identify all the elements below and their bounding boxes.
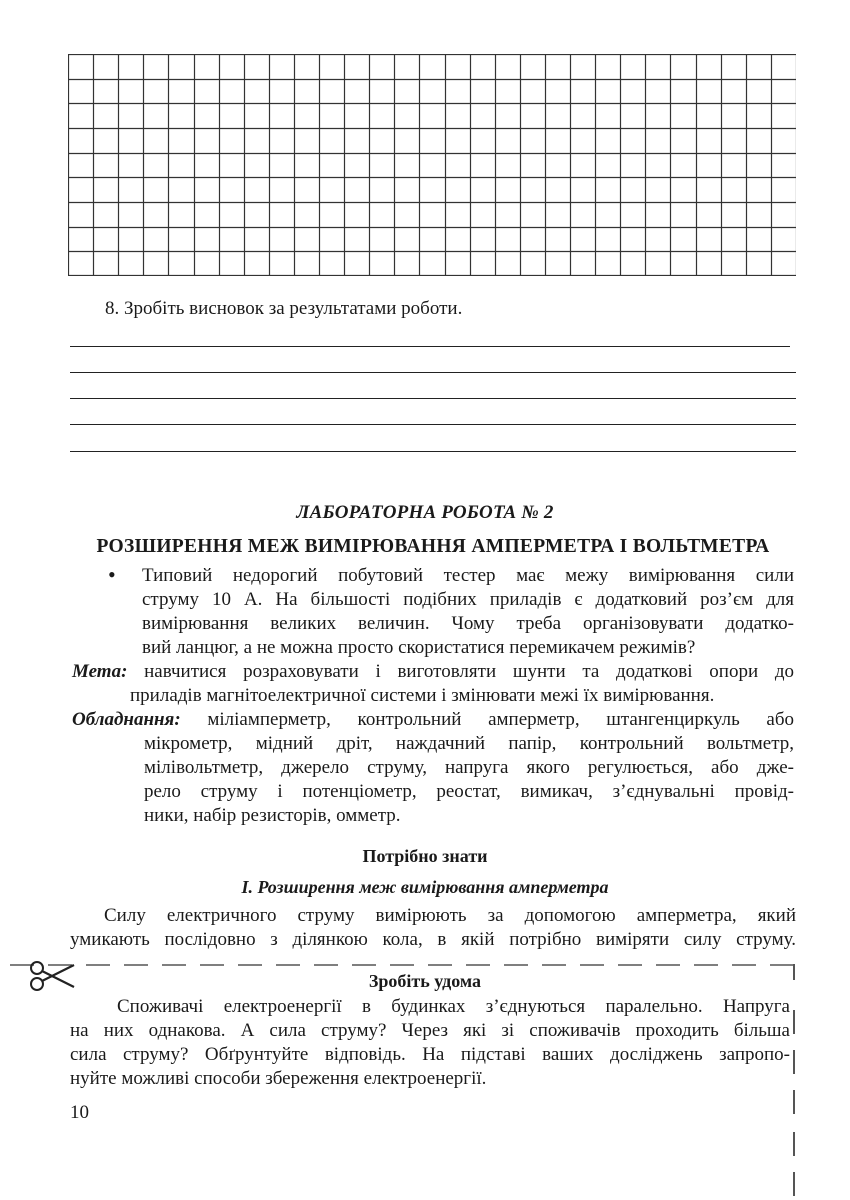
text-line: Споживачі електроенергії в будинках з’єднуються паралельно. Напруга bbox=[117, 996, 790, 1017]
cut-line-right bbox=[793, 1172, 795, 1196]
bullet-paragraph bbox=[142, 564, 794, 660]
text-line: вимірювання великих величин. Чому треба організовувати додатко- bbox=[142, 613, 794, 634]
text-line: сила струму? Обґрунтуйте відповідь. На підставі ваших досліджень запропо- bbox=[70, 1044, 790, 1065]
homework-heading: Зробіть удома bbox=[368, 971, 482, 991]
cut-line-right bbox=[793, 1090, 795, 1114]
text-line: навчитися розраховувати і виготовляти шунти та додаткові опори до bbox=[144, 661, 794, 682]
answer-line[interactable] bbox=[70, 372, 796, 373]
lab-title: ЛАБОРАТОРНА РОБОТА № 2 bbox=[296, 502, 554, 523]
answer-line[interactable] bbox=[70, 398, 796, 399]
text-line: нуйте можливі способи збереження електроенергії. bbox=[70, 1068, 487, 1089]
lab-subtitle: РОЗШИРЕННЯ МЕЖ ВИМІРЮВАННЯ АМПЕРМЕТРА І ВОЛЬТМЕТРА bbox=[96, 536, 770, 557]
text-line: умикають послідовно з ділянкою кола, в якій потрібно виміряти силу струму. bbox=[70, 929, 796, 950]
bullet-marker: • bbox=[108, 562, 116, 587]
answer-line[interactable] bbox=[70, 346, 790, 347]
cut-line bbox=[10, 964, 796, 966]
text-line: на них однакова. А сила струму? Через які зі споживачів проходить більша bbox=[70, 1020, 790, 1041]
equipment-paragraph bbox=[72, 708, 794, 828]
graph-paper-grid bbox=[68, 54, 796, 276]
homework-paragraph bbox=[70, 995, 790, 1091]
task-8-instruction: 8. Зробіть висновок за результатами роботи. bbox=[105, 298, 463, 319]
goal-paragraph bbox=[72, 660, 794, 708]
cut-line-right bbox=[793, 1050, 795, 1074]
section-heading: I. Розширення меж вимірювання амперметра bbox=[241, 877, 609, 897]
answer-line[interactable] bbox=[70, 451, 796, 452]
page-number: 10 bbox=[70, 1102, 89, 1123]
text-line: вий ланцюг, а не можна просто скористатися перемикачем режимів? bbox=[142, 637, 696, 658]
text-line: міліамперметр, контрольний амперметр, штангенциркуль або bbox=[207, 709, 795, 730]
text-line: мілівольтметр, джерело струму, напруга якого регулюється, або дже- bbox=[144, 757, 794, 778]
goal-label: Мета: bbox=[72, 661, 128, 682]
text-line: Типовий недорогий побутовий тестер має межу вимірювання сили bbox=[142, 565, 794, 586]
cut-line-right bbox=[793, 1010, 795, 1034]
answer-line[interactable] bbox=[70, 424, 796, 425]
text-line: ники, набір резисторів, омметр. bbox=[144, 805, 401, 826]
text-line: Силу електричного струму вимірюють за допомогою амперметра, який bbox=[104, 905, 796, 926]
text-line: рело струму і потенціометр, реостат, вимикач, з’єднувальні провід- bbox=[144, 781, 794, 802]
text-line: мікрометр, мідний дріт, наждачний папір, контрольний вольтметр, bbox=[144, 733, 794, 754]
equipment-label: Обладнання: bbox=[72, 709, 181, 730]
intro-paragraph bbox=[70, 904, 796, 952]
text-line: струму 10 А. На більшості подібних приладів є додатковий роз’єм для bbox=[142, 589, 794, 610]
cut-line-right bbox=[793, 1132, 795, 1156]
need-to-know-heading: Потрібно знати bbox=[362, 846, 488, 866]
text-line: приладів магнітоелектричної системи і змінювати межі їх вимірювання. bbox=[130, 685, 715, 706]
